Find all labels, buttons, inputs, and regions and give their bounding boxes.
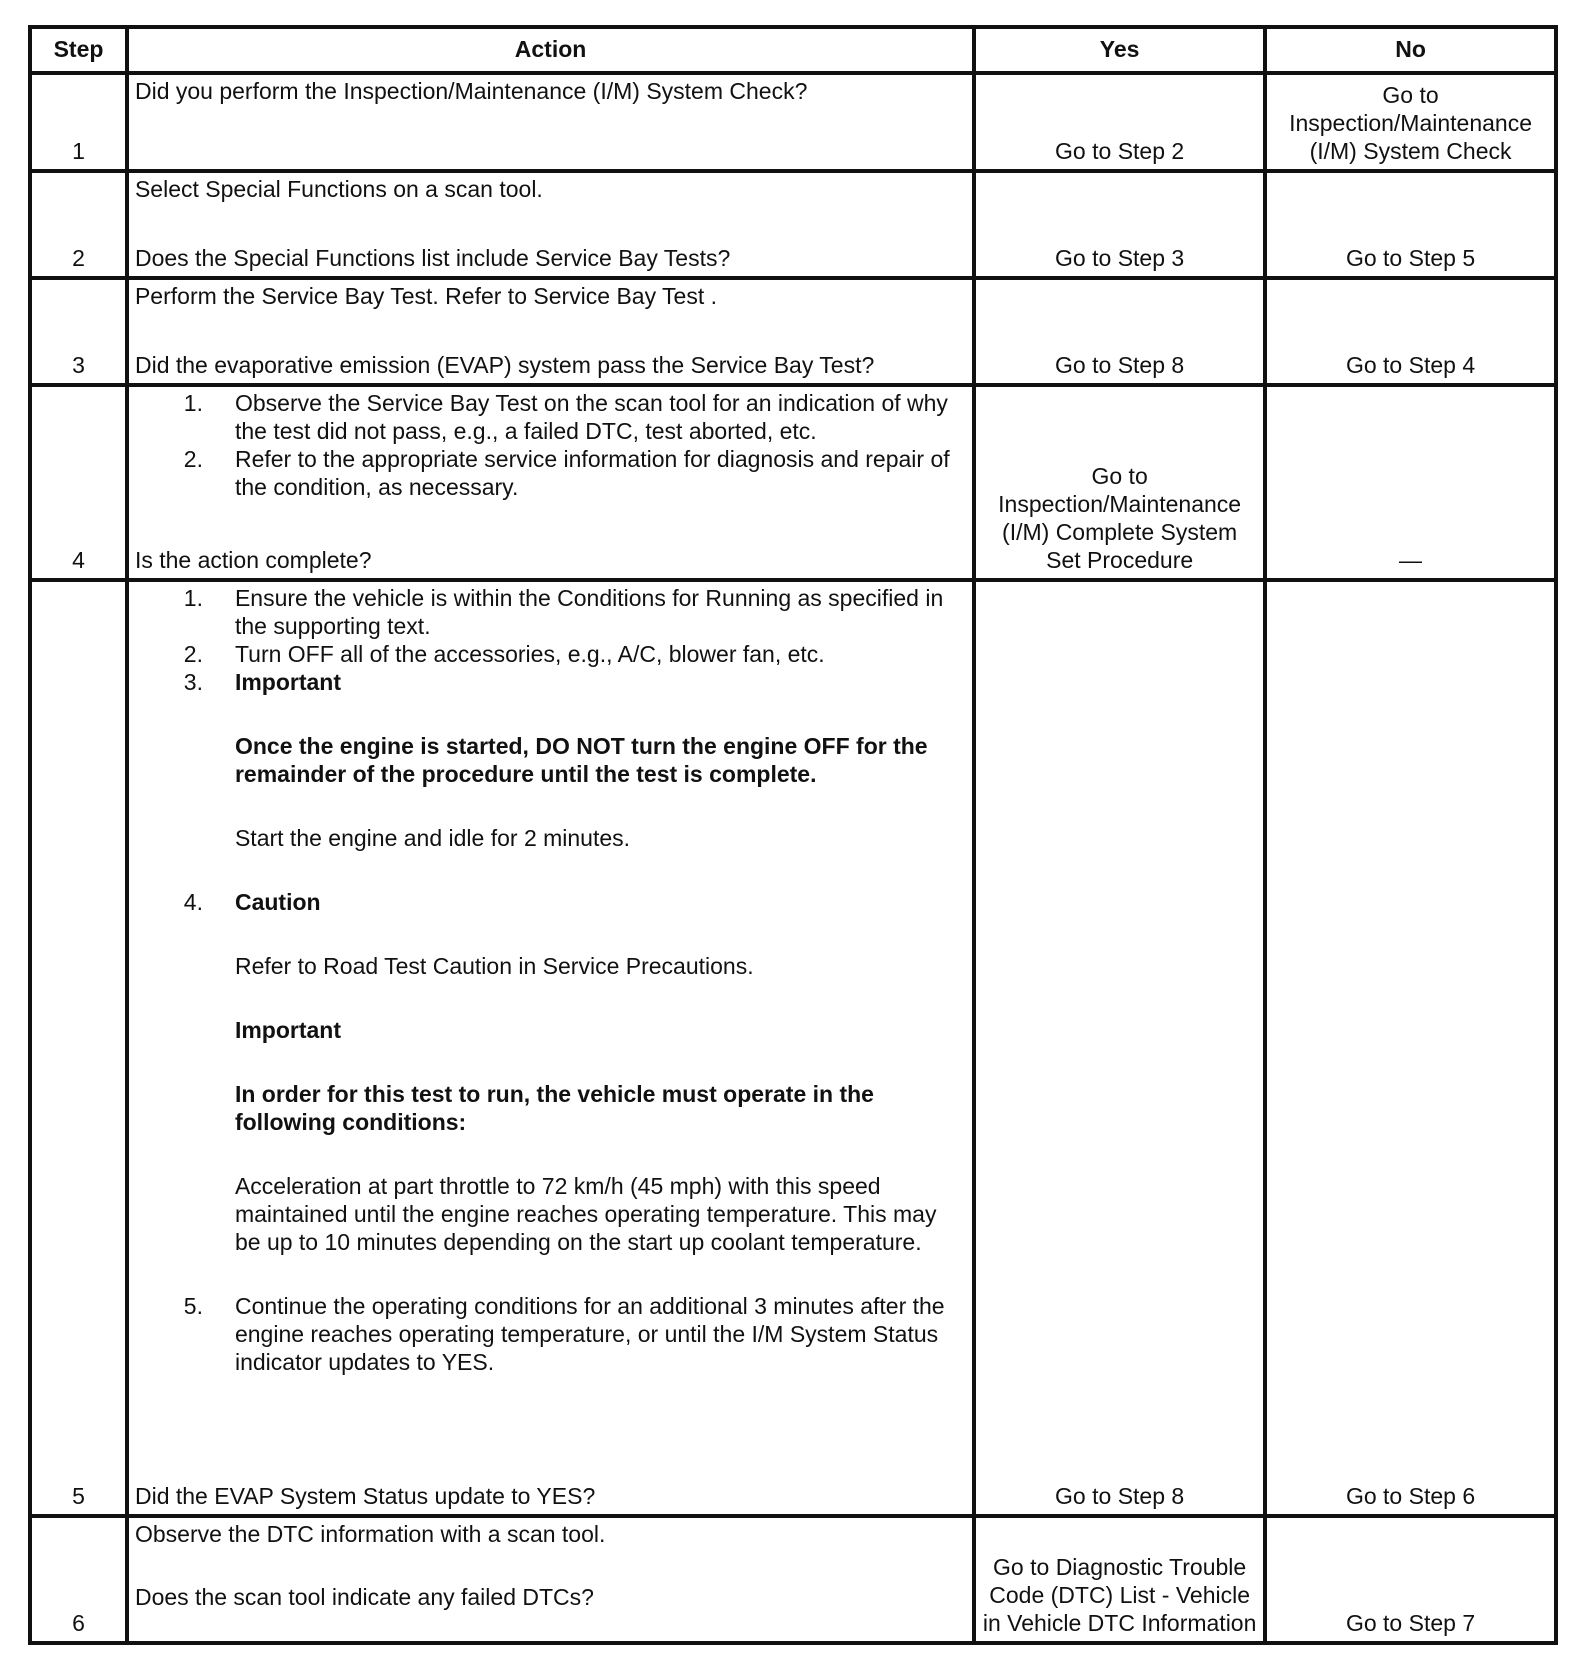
no-cell[interactable]: Go to Inspection/Maintenance (I/M) System Check [1265,73,1556,171]
table-row [30,1516,1556,1643]
yes-cell[interactable]: Go to Step 2 [974,73,1265,171]
item-number: 2. [183,640,203,667]
table-row [30,73,1556,171]
yes-cell[interactable]: Go to Step 3 [974,171,1265,278]
action-cell [127,278,974,385]
item-number: 1. [183,390,203,417]
item-text: Turn OFF all of the accessories, e.g., A/C, blower fan, etc. [234,640,825,667]
item-body [235,888,966,1292]
item-text: Continue the operating conditions for an additional 3 minutes after the engine reaches operating temperature, or until the I/M System Status indicator updates to YES. [234,1292,945,1375]
action-lead: Perform the Service Bay Test. Refer to Service Bay Test . [134,282,718,309]
yes-cell[interactable]: Go to Diagnostic Trouble Code (DTC) List - Vehicle in Vehicle DTC Information [974,1516,1265,1643]
step-number: 3 [30,278,127,385]
important-warning: Once the engine is started, DO NOT turn the engine OFF for the remainder of the procedure until the test is complete. [234,732,928,787]
procedure-list [135,389,966,501]
no-cell[interactable]: Go to Step 6 [1265,580,1556,1516]
step-number: 5 [30,580,127,1516]
spacer [235,1136,966,1172]
item-number: 5. [183,1292,203,1319]
step-number: 4 [30,385,127,580]
header-yes: Yes [974,27,1265,73]
action-cell [127,580,974,1516]
action-cell [127,1516,974,1643]
yes-cell[interactable]: Go to Step 8 [974,278,1265,385]
header-row [30,27,1556,73]
item-text: Ensure the vehicle is within the Conditions for Running as specified in the supporting text. [234,584,944,639]
step-number: 2 [30,171,127,278]
action-cell [127,385,974,580]
action-lead: Select Special Functions on a scan tool. [134,175,543,202]
header-step: Step [30,27,127,73]
action-cell [127,171,974,278]
list-item [135,888,966,1292]
action-question: Did the evaporative emission (EVAP) system pass the Service Bay Test? [134,352,875,379]
table-row [30,278,1556,385]
action-question: Does the scan tool indicate any failed DTCs? [134,1584,594,1610]
item-body [235,668,966,888]
item-text: Refer to the appropriate service information for diagnosis and repair of the condition, as necessary. [234,446,950,501]
yes-cell[interactable]: Go to Inspection/Maintenance (I/M) Complete System Set Procedure [974,385,1265,580]
item-number: 4. [183,888,203,915]
important-warning: In order for this test to run, the vehicle must operate in the following conditions: [234,1080,874,1135]
caution-text: Refer to Road Test Caution in Service Precautions. [234,952,754,979]
list-item [135,668,966,888]
diagnostic-table [28,25,1558,1645]
no-cell[interactable]: Go to Step 5 [1265,171,1556,278]
list-item [135,1292,966,1376]
item-number: 1. [183,584,203,611]
procedure-list [135,584,966,1376]
table-row [30,580,1556,1516]
important-heading: Important [234,1016,342,1043]
item-text: Observe the Service Bay Test on the scan tool for an indication of why the test did not pass, e.g., a failed DTC, test aborted, etc. [234,390,948,445]
no-cell[interactable]: Go to Step 4 [1265,278,1556,385]
table-row [30,171,1556,278]
list-item [135,640,966,668]
list-item [135,445,966,501]
action-question: Did you perform the Inspection/Maintenance (I/M) System Check? [134,78,808,104]
list-item [135,389,966,445]
spacer [235,1044,966,1080]
caution-heading: Caution [234,888,321,915]
item-text: Start the engine and idle for 2 minutes. [234,824,631,851]
spacer [235,852,966,888]
item-number: 3. [183,668,203,695]
spacer [235,788,966,824]
header-no: No [1265,27,1556,73]
list-item [135,584,966,640]
action-question: Does the Special Functions list include Service Bay Tests? [134,244,731,271]
table-row [30,385,1556,580]
step-number: 1 [30,73,127,171]
item-number: 2. [183,446,203,473]
spacer [235,980,966,1016]
action-question: Is the action complete? [134,546,372,573]
spacer [235,696,966,732]
header-action: Action [127,27,974,73]
item-text: Acceleration at part throttle to 72 km/h (45 mph) with this speed maintained until the engine reaches operating temperature. This may be up to 10 minutes depending on the start up coolant temperature. [234,1172,937,1255]
step-number: 6 [30,1516,127,1643]
spacer [235,916,966,952]
action-lead: Observe the DTC information with a scan tool. [134,1521,606,1548]
no-cell: — [1265,385,1556,580]
spacer [235,1256,966,1292]
important-heading: Important [234,668,342,695]
no-cell[interactable]: Go to Step 7 [1265,1516,1556,1643]
yes-cell[interactable]: Go to Step 8 [974,580,1265,1516]
action-cell [127,73,974,171]
action-question: Did the EVAP System Status update to YES? [134,1483,596,1510]
